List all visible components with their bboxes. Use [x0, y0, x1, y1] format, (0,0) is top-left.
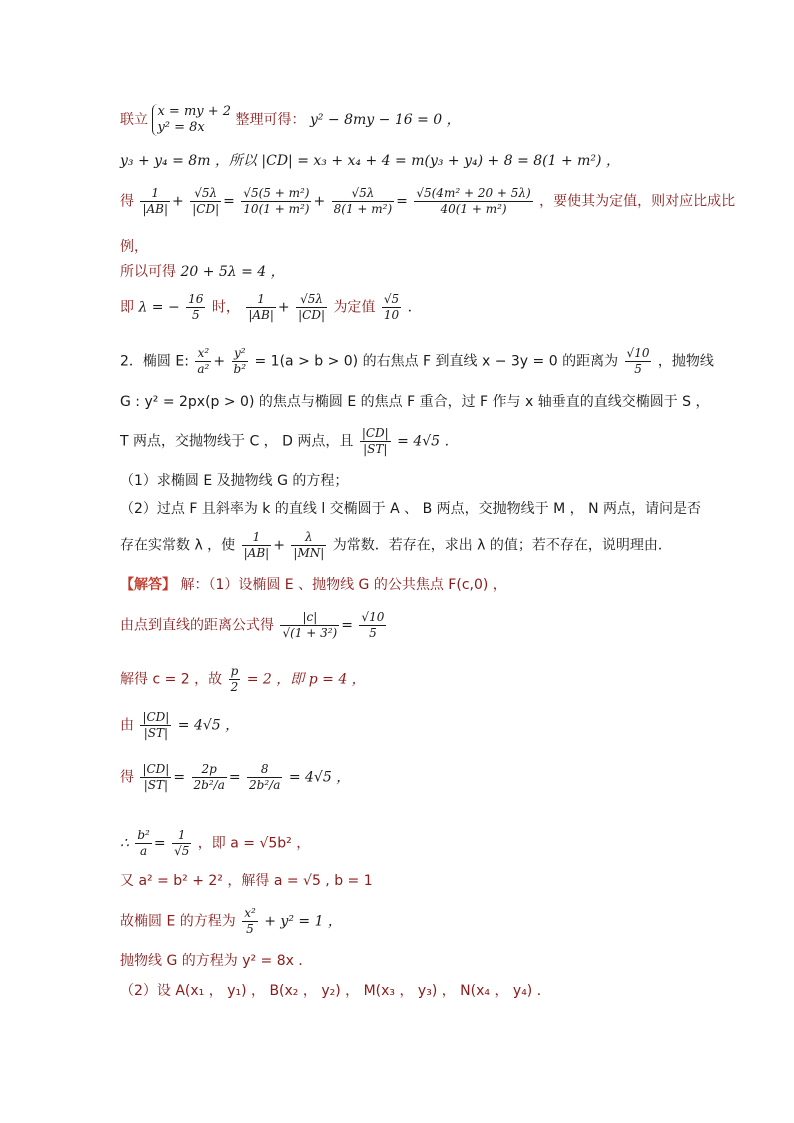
denominator: |ST|	[363, 442, 388, 456]
question-2	[120, 500, 701, 518]
text-segment: 为定值	[333, 299, 376, 316]
numerator: 1	[242, 530, 272, 546]
denominator: |AB|	[243, 546, 270, 560]
numerator: b²	[137, 828, 150, 842]
math-expression: y² − 8my − 16 = 0 ，	[309, 112, 461, 128]
denominator: |AB|	[142, 202, 169, 216]
text-segment: 联立	[120, 112, 148, 128]
denominator: 2b²/a	[193, 778, 225, 792]
answer-tag: 【解答】	[120, 577, 176, 593]
solution-line-1	[120, 576, 507, 594]
fraction	[625, 346, 652, 377]
denominator: |ST|	[143, 726, 169, 740]
text-segment: 又 a² = b² + 2² ，解得 a = √5 , b = 1	[120, 873, 373, 889]
fraction	[190, 186, 221, 217]
solution-line-10	[120, 982, 551, 1000]
text-segment: 解：（1）设椭圆 E 、抛物线 G 的公共焦点 F(c,0) ，	[180, 577, 507, 593]
fraction	[332, 186, 395, 217]
fraction	[296, 292, 327, 323]
math-expression: = 4√5 ，	[177, 717, 240, 734]
numerator: 1	[172, 828, 191, 844]
text-segment: 2．椭圆 E:	[120, 353, 189, 370]
fraction	[414, 186, 532, 217]
text-line-6: 即 λ = − $\frac{16}{5}$ 时， $\frac{1}{|AB|}$ + $\frac{√5\lambda}{|CD|}$ 为定值 $\frac{√5}{10}$ ．	[120, 292, 422, 322]
fraction	[359, 610, 386, 641]
denominator: 5	[634, 362, 642, 376]
numerator: √5(4m² + 20 + 5λ)	[416, 186, 531, 200]
text-line-4	[120, 238, 148, 256]
text-line-5	[120, 263, 285, 281]
denominator: 10(1 + m²)	[243, 202, 310, 216]
denominator: 10	[383, 308, 400, 322]
denominator: b²	[233, 362, 247, 376]
numerator: |CD|	[142, 762, 170, 776]
text-line-1	[120, 104, 461, 136]
text-segment: 时，	[211, 299, 240, 316]
equation-system	[152, 104, 231, 136]
denominator: a²	[197, 362, 210, 376]
denominator: |AB|	[248, 308, 274, 322]
denominator: 5	[191, 308, 200, 322]
numerator: |c|	[280, 610, 339, 626]
text-segment: 例，	[120, 239, 148, 255]
problem-line-2	[120, 393, 710, 411]
math-expression: + y² = 1 ，	[264, 913, 342, 930]
fraction	[186, 292, 205, 323]
solution-line-7	[120, 872, 373, 890]
numerator: 2p	[192, 762, 227, 778]
text-segment: ，即 a = √5b² ，	[197, 835, 311, 852]
fraction	[280, 610, 339, 641]
therefore-symbol: ∴	[120, 835, 129, 852]
math-expression: = 4√5 ．	[397, 433, 459, 450]
denominator: 2	[230, 680, 239, 694]
fraction	[229, 664, 241, 695]
system-eq-1: x = my + 2	[157, 104, 232, 119]
text-segment: 整理可得：	[235, 112, 306, 128]
numerator: √5λ	[296, 292, 327, 308]
denominator: |CD|	[192, 202, 220, 216]
numerator: 1	[140, 186, 170, 202]
denominator: |MN|	[293, 546, 325, 560]
denominator: 2b²/a	[249, 778, 281, 792]
text-segment: （2）过点 F 且斜率为 k 的直线 l 交椭圆于 A 、 B 两点，交抛物线于 M ， N 两点，请问是否	[120, 501, 701, 517]
text-segment: G : y² = 2px(p > 0) 的焦点与椭圆 E 的焦点 F 重合，过 F 作与 x 轴垂直的直线交椭圆于 S ，	[120, 394, 710, 410]
numerator: |CD|	[361, 426, 389, 440]
denominator: 5	[369, 626, 377, 640]
text-segment: 抛物线 G 的方程为 y² = 8x ．	[120, 953, 313, 969]
numerator: √5λ	[190, 186, 221, 202]
text-segment: 由	[120, 717, 134, 734]
solution-line-8	[120, 906, 342, 937]
fraction	[241, 186, 311, 217]
text-segment: ．	[407, 299, 422, 316]
numerator: p	[230, 664, 239, 678]
numerator: y²	[232, 346, 249, 362]
math-expression: 20 + 5λ = 4 ，	[180, 264, 285, 280]
numerator: x²	[244, 906, 256, 920]
fraction	[135, 828, 152, 859]
text-segment: ，要使其为定值，则对应比成比	[539, 193, 736, 210]
math-expression: = 4√5 ，	[288, 769, 351, 786]
text-segment: 故椭圆 E 的方程为	[120, 913, 236, 930]
denominator: |CD|	[298, 308, 325, 322]
fraction	[192, 762, 227, 793]
text-segment: 为常数．若存在，求出 λ 的值；若不存在，说明理由．	[332, 537, 672, 554]
text-segment: 所以可得	[120, 264, 176, 280]
numerator: √5(5 + m²)	[243, 186, 310, 200]
fraction	[246, 292, 276, 323]
text-segment: 存在实常数 λ ，使	[120, 537, 236, 554]
fraction	[382, 292, 401, 323]
fraction	[140, 762, 171, 793]
math-expression: y₃ + y₄ = 8m ，所以 |CD| = x₃ + x₄ + 4 = m(y₃ + y₄) + 8 = 8(1 + m²) ，	[120, 153, 620, 169]
fraction	[172, 828, 191, 859]
fraction	[232, 346, 249, 377]
denominator: √5	[174, 844, 190, 858]
fraction	[242, 906, 258, 937]
fraction	[140, 186, 170, 217]
text-segment: 得	[120, 193, 134, 210]
math-expression: λ = −	[138, 299, 180, 316]
fraction	[291, 530, 326, 561]
text-segment: = 1(a > b > 0) 的右焦点 F 到直线 x − 3y = 0 的距离为	[254, 353, 619, 370]
solution-line-3	[120, 664, 366, 695]
numerator: |CD|	[142, 710, 170, 724]
solution-line-4	[120, 710, 239, 741]
system-eq-2: y² = 8x	[157, 120, 205, 135]
numerator: √10	[626, 346, 650, 360]
denominator: √(1 + 3²)	[282, 626, 338, 640]
text-segment: （2）设 A(x₁ ， y₁) ， B(x₂ ， y₂) ， M(x₃ ， y₃) ， N(x₄ ， y₄) ．	[120, 983, 551, 999]
question-2-cont: 存在实常数 λ ，使 $\frac{1}{|AB|}$ + $\frac{\lambda}{|MN|}$ 为常数．若存在，求出 λ 的值；若不存在，说明理由．	[120, 530, 672, 560]
denominator: 8(1 + m²)	[333, 202, 393, 216]
text-line-3: 得 $\frac{1}{|AB|}$ + $\frac{√5\lambda}{|CD|}$ = $\frac{\text{√5(5 + m²)}}{\text{10(1 + m²)}}$ + $\frac{√5\lambda}{\text{8(1 + m²)}}$ = $\frac{\text{√5(4m² + 20 + 5λ)}}{\text{40(1 + m²)}}$ ，要使其为定值，则对应比成比	[120, 186, 736, 216]
numerator: √5	[383, 292, 400, 306]
text-segment: （1）求椭圆 E 及抛物线 G 的方程；	[120, 473, 349, 489]
solution-line-5: 得 $\frac{|CD|}{|ST|}$ = $\frac{2p}{\text{2b²/a}}$ = $\frac{8}{\text{2b²/a}}$ = 4√5 ，	[120, 762, 351, 792]
denominator: 40(1 + m²)	[440, 202, 507, 216]
problem-line-1: 2．椭圆 E: $\frac{\text{x²}}{\text{a²}}$ + $\frac{\text{y²}}{\text{b²}}$ = 1(a > b > 0) 的右焦点 F 到直线 x − 3y = 0 的距离为 $\frac{√10}{5}$ ，抛物线	[120, 346, 714, 376]
solution-line-2: 由点到直线的距离公式得 $\frac{|c|}{\text{√(1 + 3²)}}$ = $\frac{√10}{5}$	[120, 610, 385, 640]
text-segment: T 两点，交抛物线于 C ， D 两点，且	[120, 433, 354, 450]
numerator: √10	[361, 610, 385, 624]
math-expression: = 2 ，即 p = 4 ，	[246, 671, 366, 688]
denominator: a	[140, 844, 148, 858]
fraction	[195, 346, 211, 377]
numerator: 1	[246, 292, 276, 308]
problem-line-3	[120, 426, 459, 457]
denominator: 5	[246, 922, 254, 936]
solution-line-9	[120, 952, 312, 970]
numerator: √5λ	[332, 186, 395, 202]
solution-line-6: ∴ $\frac{\text{b²}}{a}$ = $\frac{1}{√5}$ ，即 a = √5b² ，	[120, 828, 311, 858]
text-line-2	[120, 152, 620, 170]
numerator: x²	[195, 346, 211, 362]
text-segment: 由点到直线的距离公式得	[120, 617, 274, 634]
text-segment: 即	[120, 299, 134, 316]
numerator: λ	[291, 530, 326, 546]
fraction	[242, 530, 272, 561]
numerator: 16	[188, 292, 204, 306]
text-segment: 得	[120, 769, 134, 786]
numerator: 8	[247, 762, 282, 778]
question-1	[120, 472, 348, 490]
text-segment: ，抛物线	[657, 353, 714, 370]
fraction	[360, 426, 391, 457]
text-segment: 解得 c = 2 ，故	[120, 671, 223, 688]
fraction	[140, 710, 171, 741]
fraction	[247, 762, 282, 793]
denominator: |ST|	[143, 778, 169, 792]
